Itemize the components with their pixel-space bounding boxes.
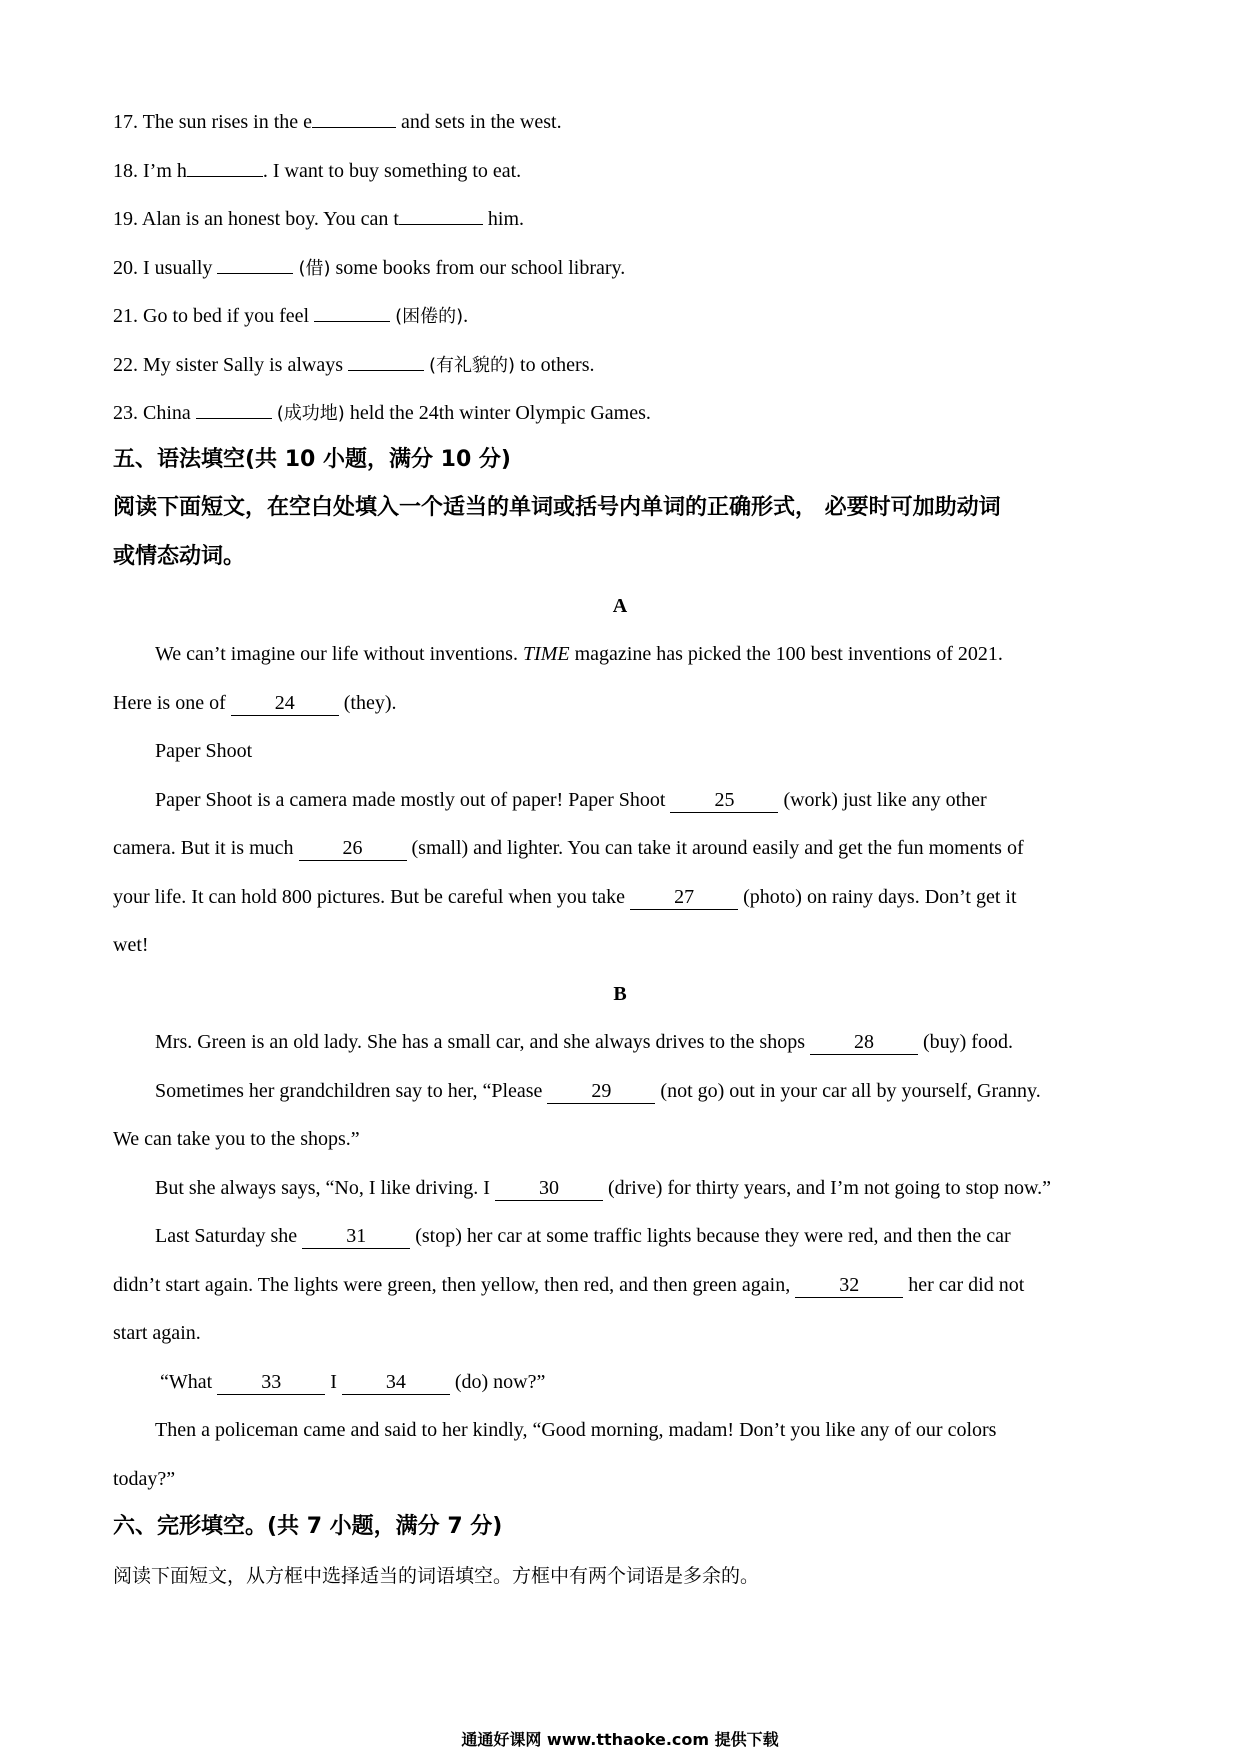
section-5-instruction-cont: 或情态动词。	[113, 544, 246, 569]
section-5-title: 五、语法填空(共 10 小题，满分 10 分)	[113, 447, 511, 472]
passage-b-line: Mrs. Green is an old lady. She has a small car, and she always drives to the shops 28 (buy) food.	[155, 1031, 1013, 1053]
answer-blank[interactable]	[187, 157, 263, 177]
passage-a-line: your life. It can hold 800 pictures. But be careful when you take 27 (photo) on rainy days. Don’t get it	[113, 886, 1017, 908]
page-footer: 通通好课网 www.tthaoke.com 提供下载	[461, 1730, 779, 1749]
chinese-hint: (借)	[298, 258, 331, 279]
passage-a-line: Here is one of 24 (they).	[113, 692, 397, 714]
passage-b-line: start again.	[113, 1322, 201, 1344]
numbered-blank-24[interactable]: 24	[231, 691, 339, 716]
passage-b-line: “What 33 I 34 (do) now?”	[160, 1371, 546, 1393]
passage-b-line: Then a policeman came and said to her kindly, “Good morning, madam! Don’t you like any of our colors	[155, 1419, 997, 1441]
question-23: 23. China (成功地) held the 24th winter Olympic Games.	[113, 399, 651, 426]
passage-b-line: Sometimes her grandchildren say to her, “Please 29 (not go) out in your car all by yourself, Granny.	[155, 1080, 1041, 1102]
question-18: 18. I’m h . I want to buy something to eat.	[113, 157, 521, 183]
question-21: 21. Go to bed if you feel (困倦的).	[113, 302, 468, 329]
chinese-hint: (有礼貌的)	[429, 355, 516, 376]
question-22: 22. My sister Sally is always (有礼貌的) to others.	[113, 351, 594, 378]
passage-a-line: We can’t imagine our life without inventions. TIME magazine has picked the 100 best inventions of 2021.	[155, 643, 1003, 665]
answer-blank[interactable]	[312, 108, 396, 128]
chinese-hint: (成功地)	[276, 403, 345, 424]
answer-blank[interactable]	[196, 399, 272, 419]
numbered-blank-28[interactable]: 28	[810, 1030, 918, 1055]
passage-b-line: We can take you to the shops.”	[113, 1128, 360, 1150]
numbered-blank-33[interactable]: 33	[217, 1370, 325, 1395]
passage-a-line: Paper Shoot is a camera made mostly out of paper! Paper Shoot 25 (work) just like any other	[155, 789, 987, 811]
numbered-blank-26[interactable]: 26	[299, 836, 407, 861]
numbered-blank-32[interactable]: 32	[795, 1273, 903, 1298]
answer-blank[interactable]	[217, 254, 293, 274]
passage-b-line: But she always says, “No, I like driving. I 30 (drive) for thirty years, and I’m not going to stop now.”	[155, 1177, 1051, 1199]
passage-a-subtitle: Paper Shoot	[155, 740, 253, 762]
question-20: 20. I usually (借) some books from our school library.	[113, 254, 625, 281]
numbered-blank-34[interactable]: 34	[342, 1370, 450, 1395]
numbered-blank-29[interactable]: 29	[547, 1079, 655, 1104]
passage-a-line: camera. But it is much 26 (small) and lighter. You can take it around easily and get the fun moments of	[113, 837, 1024, 859]
numbered-blank-27[interactable]: 27	[630, 885, 738, 910]
passage-b-line: Last Saturday she 31 (stop) her car at some traffic lights because they were red, and then the car	[155, 1225, 1011, 1247]
numbered-blank-25[interactable]: 25	[670, 788, 778, 813]
numbered-blank-30[interactable]: 30	[495, 1176, 603, 1201]
answer-blank[interactable]	[314, 302, 390, 322]
section-6-instruction: 阅读下面短文，从方框中选择适当的词语填空。方框中有两个词语是多余的。	[113, 1565, 760, 1587]
passage-a-line: wet!	[113, 934, 149, 956]
numbered-blank-31[interactable]: 31	[302, 1224, 410, 1249]
passage-b-label: B	[613, 983, 627, 1005]
answer-blank[interactable]	[399, 205, 483, 225]
section-5-instruction: 阅读下面短文，在空白处填入一个适当的单词或括号内单词的正确形式， 必要时可加助动词	[113, 495, 1001, 520]
question-19: 19. Alan is an honest boy. You can t him.	[113, 205, 524, 231]
passage-b-line: today?”	[113, 1468, 176, 1490]
section-6-title: 六、完形填空。(共 7 小题，满分 7 分)	[113, 1514, 503, 1539]
passage-b-line: didn’t start again. The lights were green, then yellow, then red, and then green again, 32 her car did not	[113, 1274, 1025, 1296]
passage-a-label: A	[612, 595, 628, 617]
answer-blank[interactable]	[348, 351, 424, 371]
chinese-hint: (困倦的)	[395, 306, 464, 327]
question-17: 17. The sun rises in the e and sets in the west.	[113, 108, 562, 134]
